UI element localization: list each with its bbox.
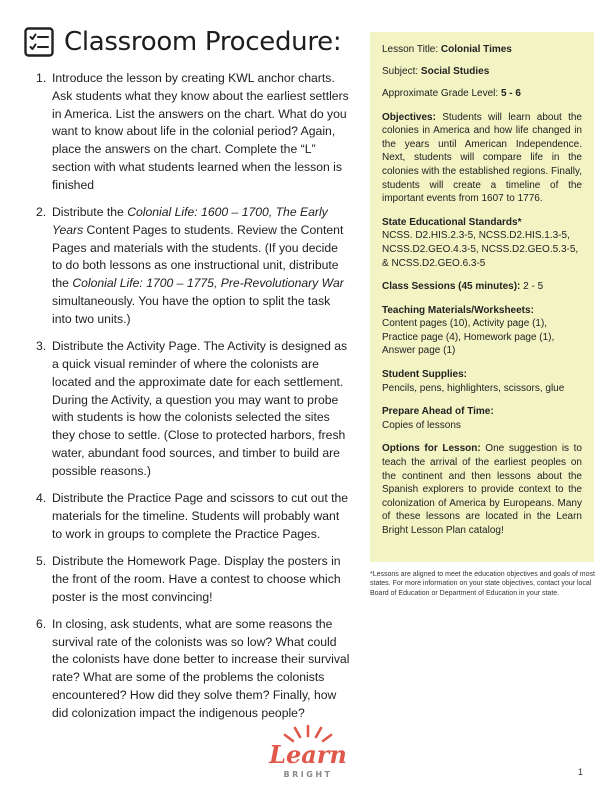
supplies-text: Pencils, pens, highlighters, scissors, glue <box>382 382 565 394</box>
step-text-segment: Distribute the Activity Page. The Activity is designed as a quick visual reminder of where the colonists are located and the approximate date for each settlement. During the Activity, a question you may want to probe with students is how the colonists selected the sites they chose to settle. (Close to protected harbors, fresh water, abundant food sources, and timber to build are possible reasons.) <box>52 339 348 478</box>
procedure-step <box>20 490 350 543</box>
step-number: 3. <box>36 339 47 354</box>
supplies-label: Student Supplies: <box>382 369 467 381</box>
lesson-title-label: Lesson Title: <box>382 44 441 55</box>
step-text-segment: Distribute the Practice Page and scissors to cut out the materials for the timeline. Students will probably want to work in groups to complete the Practice Pages. <box>52 491 349 541</box>
step-number: 4. <box>36 491 47 506</box>
options-section <box>382 442 582 537</box>
materials-section <box>382 304 582 358</box>
step-number: 1. <box>36 71 47 85</box>
lesson-info-panel <box>370 32 594 562</box>
standards-text: NCSS. D2.HIS.2.3-5, NCSS.D2.HIS.1.3-5, NCSS.D2.GEO.4.3-5, NCSS.D2.GEO.5.3-5, & NCSS.D2.GEO.6.3-5 <box>382 230 579 269</box>
procedure-step <box>20 338 350 480</box>
procedure-list <box>20 70 350 732</box>
step-text-segment: Distribute the <box>52 205 128 220</box>
prepare-label: Prepare Ahead of Time: <box>382 406 494 418</box>
step-text-segment: In closing, ask students, what are some reasons the survival rate of the colonists was so low? What could the colonists have done better to increase their survival rate? What are some of the problems the colonists encountered? How did they solve them? Finally, how did colonization impact the indigenous people? <box>52 616 350 720</box>
step-text <box>52 490 350 543</box>
materials-label: Teaching Materials/Worksheets: <box>382 304 534 316</box>
step-text-segment: Content Pages to students. Review the Content Pages and materials with the students. (If you decide to do both lessons as one instructional unit, distribute the <box>52 222 344 291</box>
page-number: 1 <box>578 767 584 777</box>
prepare-text: Copies of lessons <box>382 419 461 431</box>
objectives-label: Objectives: <box>382 111 436 123</box>
grade-label: Approximate Grade Level: <box>382 87 501 99</box>
step-number: 2. <box>36 205 47 220</box>
subject-value: Social Studies <box>420 65 490 77</box>
step-number: 6. <box>36 616 47 631</box>
sun-rays-icon <box>285 726 331 741</box>
step-text-segment: Introduce the lesson by creating KWL anchor charts. Ask students what they know about the earliest settlers in America. List the answers on the chart. What do you want to know about life in the colonial period? Again, place the answers on the chart. Complete the “L” section with what students learned when the lesson is finished <box>52 71 349 192</box>
procedure-step <box>20 70 350 195</box>
sessions-row <box>382 280 582 294</box>
options-label: Options for Lesson: <box>382 443 481 455</box>
subject-row <box>382 65 582 79</box>
procedure-step <box>20 553 350 606</box>
standards-label: State Educational Standards* <box>382 216 522 228</box>
step-title-italic: Colonial Life: 1600 – 1700, The Early Years <box>52 205 328 237</box>
step-text <box>52 553 350 606</box>
step-text <box>52 616 350 723</box>
standards-section <box>382 216 582 270</box>
sessions-value: 2 - 5 <box>520 281 544 293</box>
logo-word: Learn <box>269 740 347 769</box>
materials-text: Content pages (10), Activity page (1), Practice page (4), Homework page (1), Answer page (1) <box>382 318 555 357</box>
options-text: One suggestion is to teach the arrival of the earliest peoples on the continent and then lessons about the Spanish explorers to provide context to the colonization of America by Europeans. Many of these lessons are located in the Learn Bright Lesson Plan catalog! <box>382 443 582 536</box>
procedure-step <box>20 616 350 723</box>
lesson-title-row <box>382 43 582 57</box>
objectives-text: Students will learn about the colonies in America and how life changed in the years until American Independence. Next, students will compare life in the colonies with the established regions. Finally, students will create a timeline of the important events from 1607 to 1776. <box>382 111 582 205</box>
step-text-segment: Distribute the Homework Page. Display the posters in the front of the room. Have a contest to choose which poster is the most convincing! <box>52 553 341 604</box>
sessions-label: Class Sessions (45 minutes): <box>382 281 521 293</box>
step-text <box>52 204 350 329</box>
standards-footnote: *Lessons are aligned to meet the education objectives and goals of most states. For more information on your state objectives, contact your local Board of Education or Department of Education in your state. <box>370 571 595 597</box>
logo-subword: BRIGHT <box>283 770 333 779</box>
step-number: 5. <box>36 553 47 568</box>
grade-row <box>382 87 582 101</box>
checklist-icon <box>24 27 54 57</box>
step-title-italic: Colonial Life: 1700 – 1775, Pre-Revolutionary War <box>72 276 344 291</box>
procedure-step <box>20 204 350 329</box>
learn-bright-logo <box>248 723 368 783</box>
step-text-segment: simultaneously. You have the option to split the task into two units.) <box>52 294 331 326</box>
step-text <box>52 70 350 195</box>
subject-label: Subject: <box>382 65 421 77</box>
grade-value: 5 - 6 <box>500 87 521 99</box>
page-title: Classroom Procedure: <box>64 27 342 57</box>
objectives-section <box>382 111 582 206</box>
lesson-title-value: Colonial Times <box>440 44 512 55</box>
prepare-section <box>382 405 582 432</box>
supplies-section <box>382 368 582 395</box>
step-text <box>52 338 350 480</box>
